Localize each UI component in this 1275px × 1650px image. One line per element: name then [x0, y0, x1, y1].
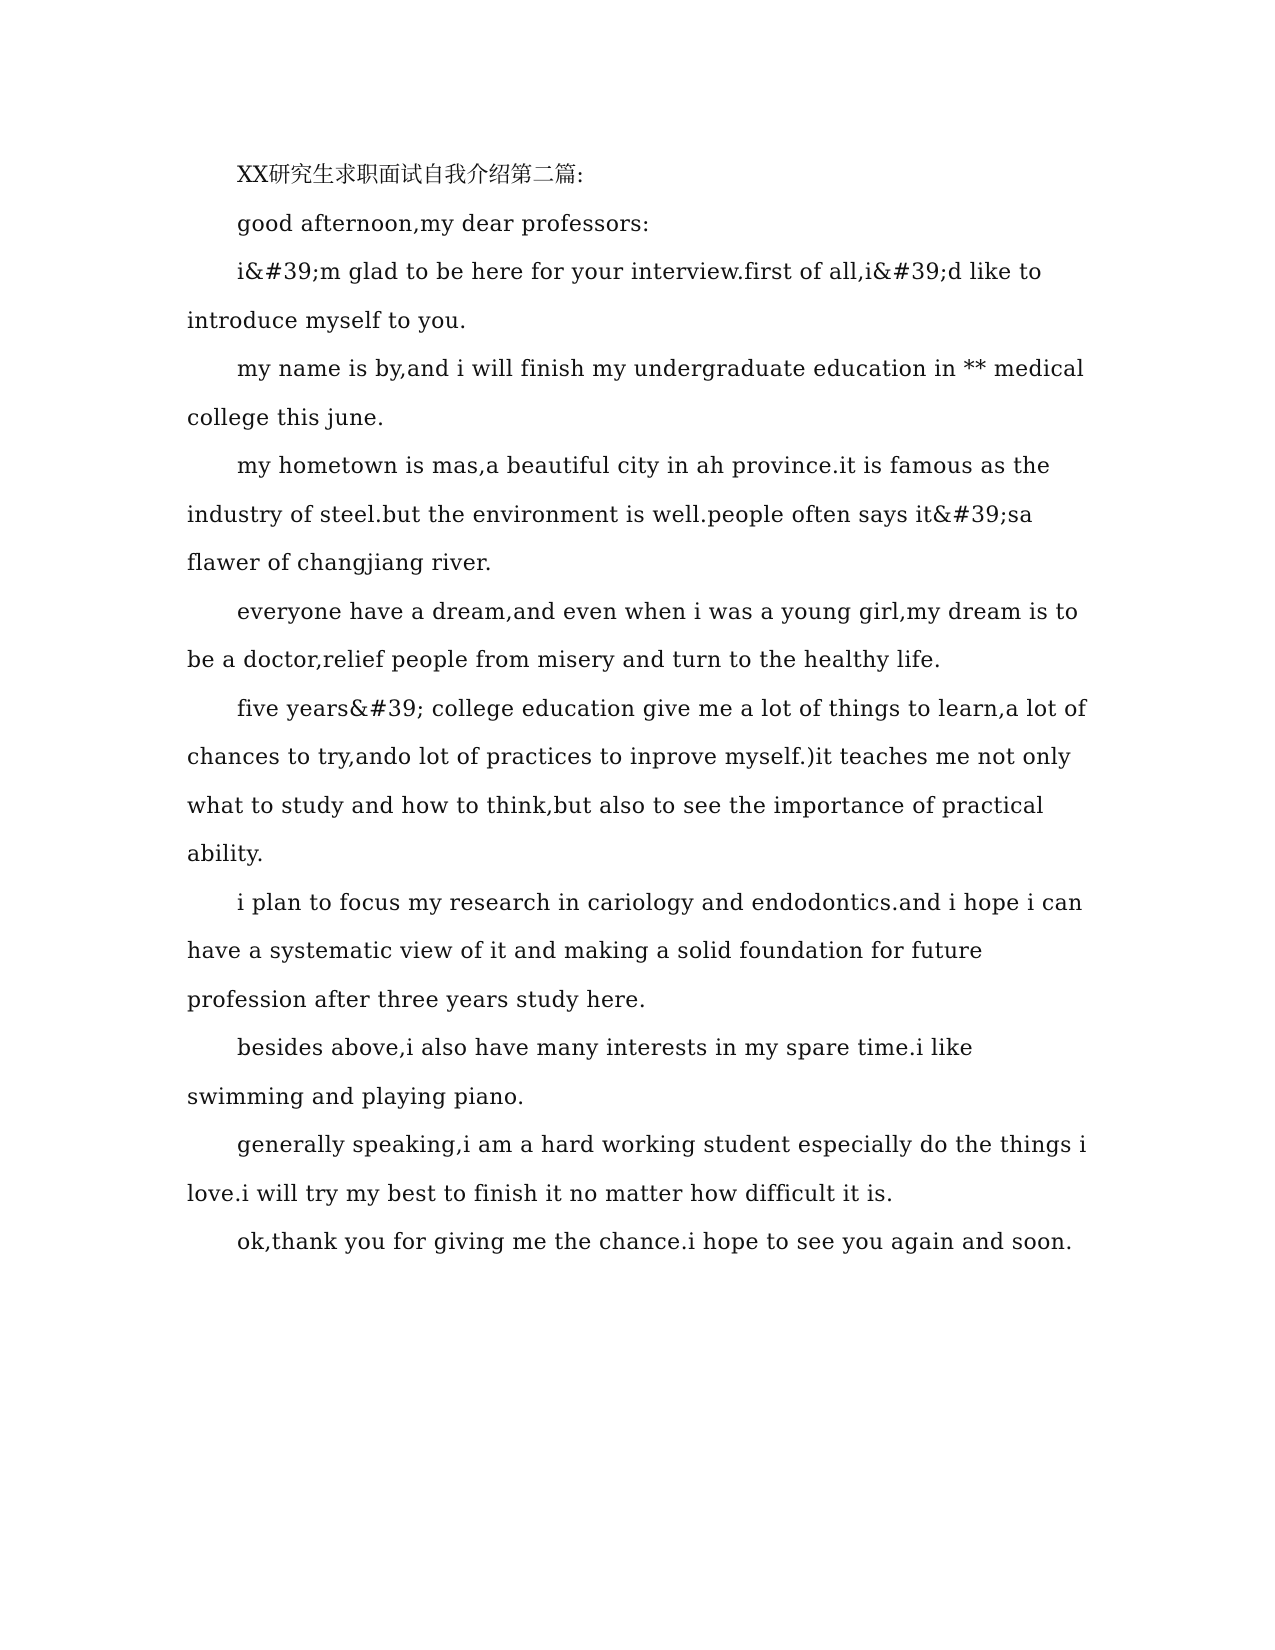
- paragraph-greeting: good afternoon,my dear professors:: [237, 211, 650, 237]
- document-body: [187, 152, 1087, 1268]
- paragraph-dream: everyone have a dream,and even when i was a young girl,my dream is to be a doctor,relief people from misery and turn to the healthy life.: [187, 599, 1079, 673]
- paragraph-personality: generally speaking,i am a hard working student especially do the things i love.i will try my best to finish it no matter how difficult it is.: [187, 1133, 1087, 1207]
- paragraph-college-education: five years&#39; college education give me a lot of things to learn,a lot of chances to try,ando lot of practices to inprove myself.)it teaches me not only what to study and how to think,but also to see the importance of practical ability.: [187, 696, 1087, 867]
- paragraph-introduction: i&#39;m glad to be here for your interview.first of all,i&#39;d like to introduce myself to you.: [187, 260, 1042, 334]
- paragraph-research-plan: i plan to focus my research in cariology and endodontics.and i hope i can have a systematic view of it and making a solid foundation for future profession after three years study here.: [187, 890, 1083, 1013]
- paragraph-interests: besides above,i also have many interests in my spare time.i like swimming and playing piano.: [187, 1036, 974, 1110]
- paragraph-closing: ok,thank you for giving me the chance.i hope to see you again and soon.: [237, 1230, 1073, 1255]
- paragraph-hometown: my hometown is mas,a beautiful city in ah province.it is famous as the industry of steel.but the environment is well.people often says it&#39;sa flawer of changjiang river.: [187, 454, 1051, 576]
- document-title: XX研究生求职面试自我介绍第二篇:: [237, 163, 584, 188]
- paragraph-name: my name is by,and i will finish my undergraduate education in ** medical college this june.: [187, 357, 1085, 431]
